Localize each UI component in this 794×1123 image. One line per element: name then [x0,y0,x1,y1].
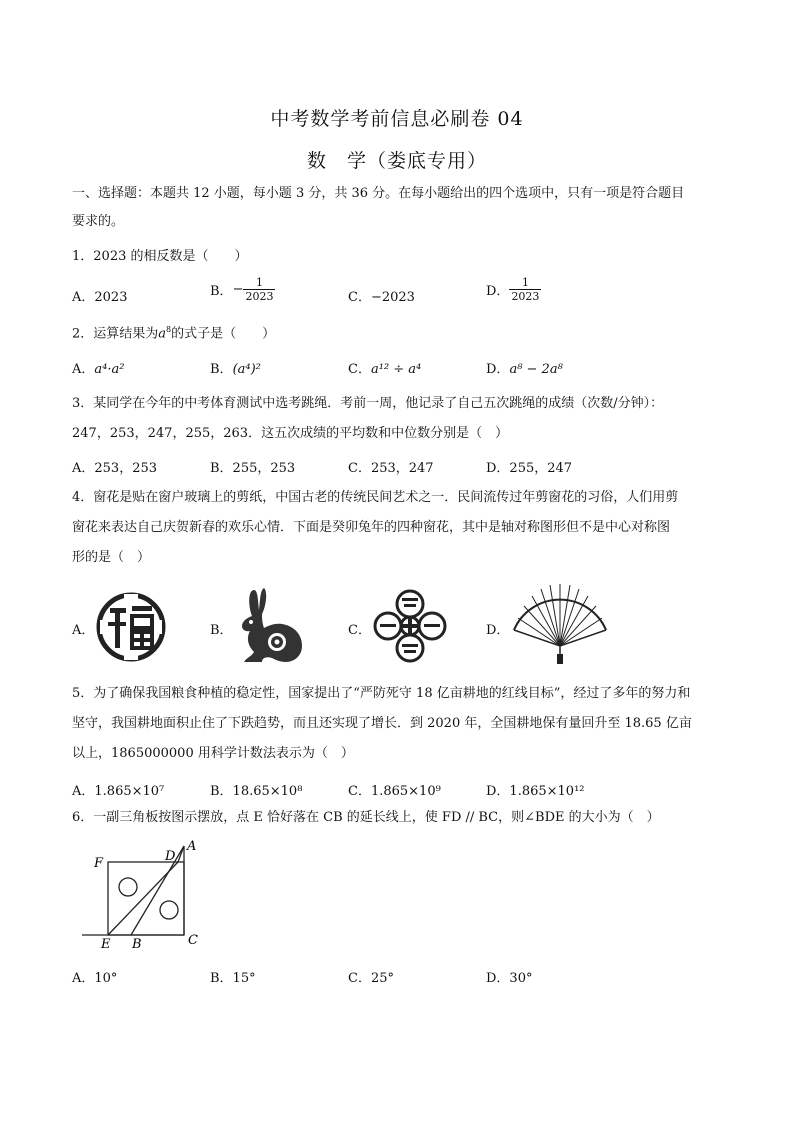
label-E: E [101,937,111,952]
q2-b-expr: (a⁴)² [232,362,261,377]
q5-line1: 5．为了确保我国粮食种植的稳定性，国家提出了“严防死守 18 亿亩耕地的红线目标”，经过了多年的努力和 [72,686,691,701]
q1-d-denominator: 2023 [511,290,540,303]
fu-character-papercut-icon [96,592,166,662]
q2-stem [72,318,275,346]
q2-stem-exp: 8 [166,325,172,334]
q1-option-b-sign: − [232,282,244,297]
q6-option-d: D．30° [486,971,533,986]
q4-line2: 窗花来表达自己庆贺新春的欢乐心情．下面是癸卯兔年的四种窗花，其中是轴对称图形但不是中心对称图 [72,520,671,535]
q2-c-label: C． [348,362,371,377]
q5-line3: 以上，1865000000 用科学计数法表示为（ ） [72,746,354,761]
folding-fan-icon [510,582,610,668]
q1-d-numerator: 1 [521,276,529,289]
q2-stem-base: a [158,326,167,342]
q5-option-d: D．1.865×10¹² [486,784,585,799]
section-intro-line1: 一、选择题：本题共 12 小题，每小题 3 分，共 36 分。在每小题给出的四个选项中，只有一项是符合题目 [72,186,685,201]
triangle-board-diagram [80,838,210,952]
label-B: B [132,937,142,952]
q1-option-b [210,276,275,303]
q6-stem: 6．一副三角板按图示摆放，点 E 恰好落在 CB 的延长线上，使 FD // BC，则∠BDE 的大小为（ ） [72,810,660,825]
q2-stem-pre: 2．运算结果为 [72,326,159,342]
q4-option-a-label: A． [72,623,95,638]
q3-option-b: B．255，253 [210,461,296,476]
q2-option-a [72,358,124,377]
q3-line2: 247，253，247，255，263．这五次成绩的平均数和中位数分别是（ ） [72,426,509,441]
q4-option-d-label: D． [486,623,510,638]
q4-line1: 4．窗花是贴在窗户玻璃上的剪纸，中国古老的传统民间艺术之一．民间流传过年剪窗花的习俗，人们用剪 [72,490,679,505]
q4-option-c-label: C． [348,623,371,638]
q5-option-c: C．1.865×10⁹ [348,784,441,799]
label-A: A [187,839,197,854]
q1-option-a: A．2023 [72,290,128,305]
q2-stem-post: 的式子是（ ） [171,326,276,342]
flower-papercut-icon [372,588,448,664]
q3-option-d: D．255，247 [486,461,573,476]
label-C: C [188,933,198,948]
q6-option-a: A．10° [72,971,118,986]
q2-option-d [486,358,563,377]
q5-option-b: B．18.65×10⁸ [210,784,303,799]
q4-line3: 形的是（ ） [72,550,151,565]
q5-option-a: A．1.865×10⁷ [72,784,165,799]
q4-option-b-label: B． [210,623,233,638]
q5-line2: 坚守，我国耕地面积止住了下跌趋势，而且还实现了增长．到 2020 年，全国耕地保有量回升至 18.65 亿亩 [72,716,692,731]
q2-d-label: D． [486,362,510,377]
q1-option-d-label: D． [486,284,510,299]
q2-c-expr: a¹² ÷ a⁴ [370,362,422,377]
q1-b-numerator: 1 [255,276,263,289]
q1-stem: 1．2023 的相反数是（ ） [72,249,248,264]
q2-b-label: B． [210,362,233,377]
q1-option-d-fraction [509,276,541,303]
page-title: 中考数学考前信息必刷卷 04 [270,108,524,130]
q2-d-expr: a⁸ − 2a⁸ [509,362,563,377]
label-F: F [94,856,104,871]
q1-b-denominator: 2023 [245,290,274,303]
q2-a-expr: a⁴·a² [94,362,125,377]
section-intro-line2: 要求的。 [72,214,125,229]
page-subtitle: 数 学（娄底专用） [306,150,487,172]
q3-option-a: A．253，253 [72,461,158,476]
q1-option-c: C．−2023 [348,290,415,305]
label-D: D [165,849,176,864]
q3-line1: 3．某同学在今年的中考体育测试中选考跳绳．考前一周，他记录了自己五次跳绳的成绩（次数/分钟）： [72,396,664,411]
q2-option-c [348,358,421,377]
q3-option-c: C．253，247 [348,461,434,476]
q1-option-b-fraction [243,276,275,303]
q2-option-b [210,358,261,377]
q1-option-b-label: B． [210,284,233,299]
q6-option-c: C．25° [348,971,394,986]
rabbit-papercut-icon [232,586,308,666]
q1-option-d [486,276,541,303]
q2-a-label: A． [72,362,95,377]
q6-option-b: B．15° [210,971,256,986]
